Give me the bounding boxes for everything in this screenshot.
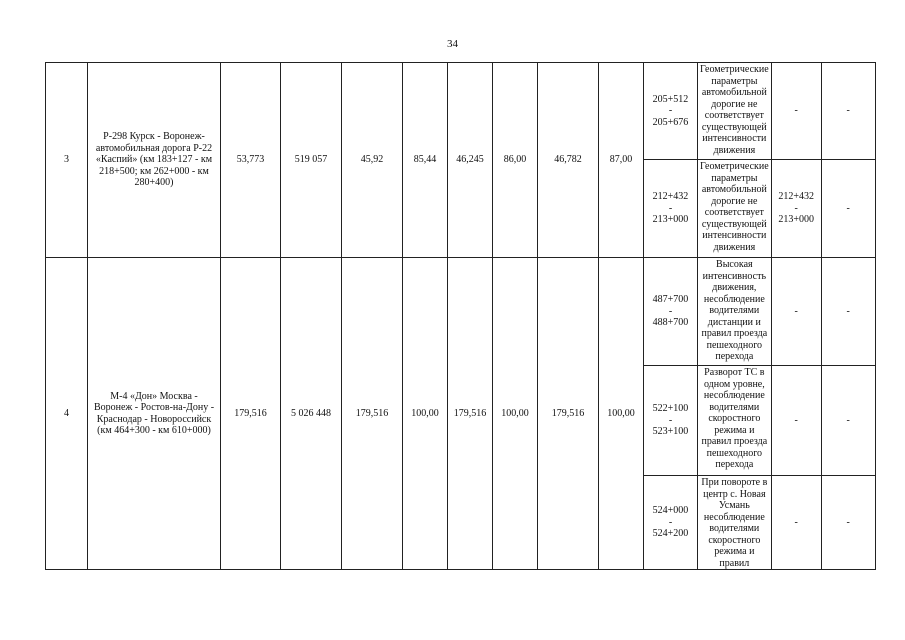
- section-to: 205+676: [652, 116, 689, 128]
- fix-from: 212+432: [778, 191, 814, 203]
- value-cell: 86,00: [493, 63, 538, 258]
- section-description: При повороте в центр с. Новая Усмань несоблюдение водителями скоростного режима и правил: [698, 476, 772, 570]
- value-cell: 179,516: [538, 258, 599, 570]
- fix-cell: -: [771, 258, 821, 366]
- value-cell: 45,92: [342, 63, 403, 258]
- section-range: [644, 476, 698, 570]
- value-cell: 87,00: [599, 63, 644, 258]
- section-to: 213+000: [652, 214, 689, 226]
- section-dash: -: [668, 202, 673, 214]
- section-to: 524+200: [652, 528, 689, 540]
- section-description: Высокая интенсивность движения, несоблюдение водителями дистанции и правил проезда пешеходного перехода: [698, 258, 772, 366]
- value-cell: 100,00: [403, 258, 448, 570]
- section-from: 487+700: [652, 294, 689, 306]
- fix-cell: -: [821, 63, 875, 160]
- row-number: 4: [46, 258, 88, 570]
- fix-cell: -: [821, 366, 875, 476]
- page-number: 34: [447, 38, 458, 50]
- table-row: [46, 63, 876, 160]
- value-cell: 179,516: [221, 258, 281, 570]
- value-cell: 85,44: [403, 63, 448, 258]
- section-to: 488+700: [652, 317, 689, 329]
- fix-cell: -: [821, 160, 875, 258]
- row-number: 3: [46, 63, 88, 258]
- section-from: 212+432: [652, 191, 689, 203]
- section-from: 205+512: [652, 93, 689, 105]
- fix-range: [771, 160, 821, 258]
- section-range: [644, 160, 698, 258]
- fix-cell: -: [771, 476, 821, 570]
- fix-dash: -: [794, 202, 798, 214]
- section-range: [644, 366, 698, 476]
- section-to: 523+100: [652, 426, 689, 438]
- table-row: [46, 258, 876, 366]
- road-name: М-4 «Дон» Москва - Воронеж - Ростов-на-Дону - Краснодар - Новороссийск (км 464+300 - км 610+000): [88, 258, 221, 570]
- value-cell: 519 057: [281, 63, 342, 258]
- value-cell: 53,773: [221, 63, 281, 258]
- value-cell: 179,516: [448, 258, 493, 570]
- section-dash: -: [668, 414, 673, 426]
- section-description: Геометрические параметры автомобильной дорогие не соответствует существующей интенсивности движения: [698, 160, 772, 258]
- value-cell: 100,00: [599, 258, 644, 570]
- fix-cell: -: [771, 63, 821, 160]
- fix-cell: -: [821, 258, 875, 366]
- road-safety-table: [45, 62, 876, 570]
- section-from: 524+000: [652, 505, 689, 517]
- section-dash: -: [668, 516, 673, 528]
- fix-to: 213+000: [778, 214, 814, 226]
- fix-cell: -: [771, 366, 821, 476]
- section-from: 522+100: [652, 403, 689, 415]
- section-dash: -: [668, 305, 673, 317]
- fix-cell: -: [821, 476, 875, 570]
- section-dash: -: [668, 105, 673, 117]
- road-name: Р-298 Курск - Воронеж-автомобильная дорога Р-22 «Каспий» (км 183+127 - км 218+500; км 262+000 - км 280+400): [88, 63, 221, 258]
- section-range: [644, 258, 698, 366]
- value-cell: 46,245: [448, 63, 493, 258]
- value-cell: 46,782: [538, 63, 599, 258]
- value-cell: 100,00: [493, 258, 538, 570]
- section-range: [644, 63, 698, 160]
- section-description: Разворот ТС в одном уровне, несоблюдение водителями скоростного режима и правил проезда пешеходного перехода: [698, 366, 772, 476]
- section-description: Геометрические параметры автомобильной дорогие не соответствует существующей интенсивности движения: [698, 63, 772, 160]
- value-cell: 5 026 448: [281, 258, 342, 570]
- value-cell: 179,516: [342, 258, 403, 570]
